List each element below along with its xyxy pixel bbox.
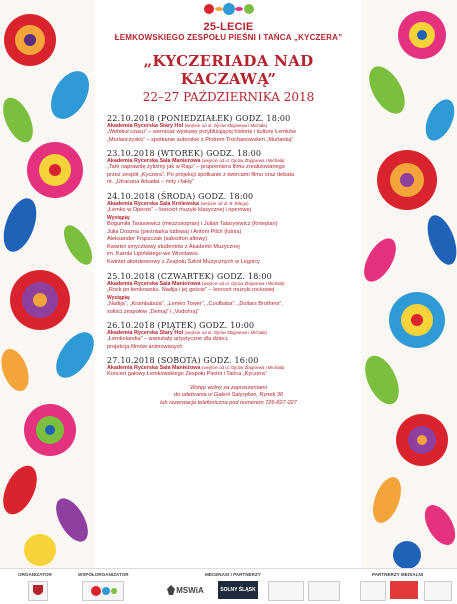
solny-slask-text: SOLNY ŚLĄSK [220,587,256,593]
organizer-logo [28,581,48,601]
admission-info [95,385,362,408]
venue-name: Akademia Rycerska Sala Manieżowa [107,365,201,372]
folk-flower-pattern-left-icon [0,0,95,568]
venue-name: Akademia Rycerska Sala Manieżowa [107,158,201,165]
event-date: 24.10.2018 (ŚRODA) GODZ. 18:00 [107,191,254,201]
mswia-logo [160,581,210,599]
performer-line: Julia Doszna (pieśniarka ludowa) i Antoni Pilch (lutnia) [107,228,242,235]
venue-name: Akademia Rycerska Stary Hol [107,123,184,129]
ensemble-name: ŁEMKOWSKIEGO ZESPOŁU PIEŚNI I TAŃCA „KYCZERA” [114,33,343,42]
venue-name: Akademia Rycerska Stary Hol [107,330,184,337]
event-item [107,356,356,379]
event-title: „KYCZERIADA NAD KACZAWĄ” [143,52,314,88]
performers-label: Wystąpią: [107,295,131,302]
venue-note: (wejście od ul. Ojców Zbigniewa i Michała) [184,123,268,128]
event-date: 23.10.2018 (WTOREK) GODZ. 18:00 [107,149,262,159]
event-date: 26.10.2018 (PIĄTEK) GODZ. 10:00 [107,321,255,331]
floral-border-right [362,0,457,568]
patron-logo [268,581,304,601]
event-line: „Łemkolandia” – warsztaty artystyczne dla dzieci, [107,336,229,343]
event-line: przez zespół „Kyczera”. Po projekcji spotkanie z twórcami filmu oraz debata [107,171,295,178]
mswia-text: MSWiA [176,585,204,595]
sponsors-footer [0,568,457,604]
performer-line: Kwintet akordeonowy z Zespołu Szkół Muzycznych w Legnicy [107,259,260,266]
event-date: 27.10.2018 (SOBOTA) GODZ. 16:00 [107,356,259,366]
events-list [95,114,362,379]
media-logo-2 [390,581,418,599]
organizer-label: ORGANIZATOR [18,572,52,577]
floral-border-left [0,0,95,568]
venue-name: Akademia Rycerska Sala Manieżowa [107,280,201,287]
venue-note: (wejście od ul. Ojców Zbigniewa i Michała) [184,330,268,336]
performer-line: Aleksander Frąszczak (saksofon altowy) [107,236,208,243]
anniversary-header [95,21,362,42]
performer-line: im. Karola Lipińskiego we Wrocławiu [107,251,198,258]
folk-flower-logo-icon [88,585,118,597]
event-date: 25.10.2018 (CZWARTEK) GODZ. 18:00 [107,271,272,281]
admission-line: do odebrania w Galerii Satyrykon, Rynek 36 [173,392,284,399]
event-line: „Łemko w Operze” – koncert muzyki klasycznej i operowej [107,206,251,213]
patron-logo-2 [308,581,340,601]
performer-line: „Nadija”, „Krambabula”, „Lemko Tower”, „Coolbaba”, „Dollars Brothers”, [107,301,283,308]
anniversary-line: 25-LECIE [203,21,254,33]
co-organizer-label: WSPÓŁORGANIZATOR [78,572,129,577]
event-date: 22.10.2018 (PONIEDZIAŁEK) GODZ. 18:00 [107,114,291,123]
event-line: nt. „Utracona Arkadia – mity i fakty” [107,179,195,186]
event-line: projekcja filmów animowanych [107,343,183,350]
performer-line: Bogumiła Tarasiewicz (mezzosopran) i Julian Tataryniwicz (fortepian) [107,221,278,228]
venue-name: Akademia Rycerska Sala Królewska [107,200,199,207]
event-item [107,149,356,187]
top-ornament-icon [169,2,289,16]
media-logo-1 [360,581,386,601]
media-logo-3 [424,581,452,601]
event-line: „Murlanczysko” – spotkanie autorskie z Piotrem Trochanowskim „Murlanką” [107,136,294,143]
event-line: „Wehikuł czasu” – wernisaż wystawy przybliżającej historię i kulturę Łemków [107,129,296,135]
eagle-icon [166,584,176,596]
co-organizer-logo [82,581,124,601]
event-item [107,114,356,144]
event-line: „Tam naprawdę żyliśmy jak w Raju” – prapremiera filmu zrealizowanego [107,164,285,171]
performer-line: soliści zespołów „Demaj” i „Vodohraj” [107,308,199,315]
event-item [107,192,356,267]
patrons-label: MECENASI I PARTNERZY [205,572,261,577]
event-item [107,272,356,317]
crest-icon [32,584,44,598]
event-line: Koncert galowy Łemkowskiego Zespołu Pieśni i Tańca „Kyczera” [107,371,267,378]
performers-label: Wystąpią: [107,215,131,222]
event-item [107,321,356,351]
performer-line: Kwartet smyczkowy studentów z Akademii Muzycznej [107,243,240,250]
venue-note: (wejście od ul. Ojców Zbigniewa i Michała) [202,365,285,371]
event-dates: 22–27 PAŹDZIERNIKA 2018 [142,90,315,104]
venue-note: (wejście od ul. Ojców Zbigniewa i Michała) [202,158,285,164]
folk-flower-pattern-right-icon [362,0,457,568]
solny-slask-logo [218,581,258,599]
venue-note: (wejście od ul. Ojców Zbigniewa i Michała) [202,280,285,286]
admission-phone: lub rezerwacja telefoniczna pod numerem 726-827-227 [160,399,297,406]
poster-content [95,0,362,568]
media-partners-label: PARTNERZY MEDIALNI [372,572,424,577]
event-line: „Rock po łemkowsku. Nadija i jej goście” – koncert muzyki rockowej [107,286,275,293]
venue-note: (wejście od ul. B. Bilego) [200,200,249,206]
admission-line: Wstęp wolny za zaproszeniami [190,384,267,391]
